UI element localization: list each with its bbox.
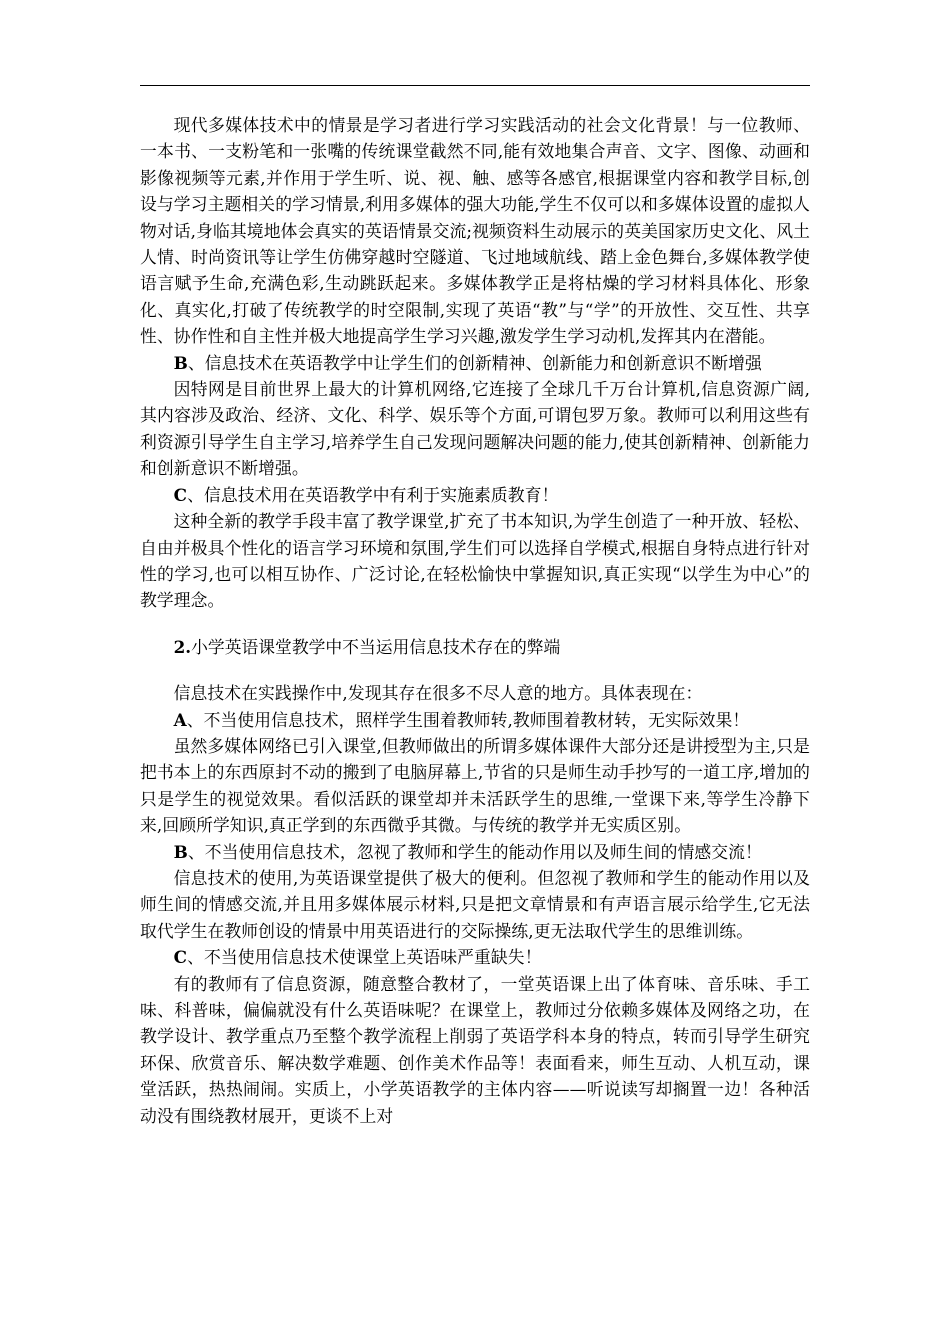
paragraph-courseware: 虽然多媒体网络已引入课堂,但教师做出的所谓多媒体课件大部分还是讲授型为主,只是把书本上的东西原封不动的搬到了电脑屏幕上,节省的只是师生动手抄写的一道工序,增加的只是学生的视觉效果。看似活跃的课堂却并未活跃学生的思维,一堂课下来,等学生冷静下来,回顾所学知识,真正学到的东西微乎其微。与传统的教学并无实质区别。 bbox=[140, 735, 810, 836]
section-2a-letter: A bbox=[173, 709, 187, 730]
paragraph-practice-issues: 信息技术在实践操作中,发现其存在很多不尽人意的地方。具体表现在： bbox=[173, 683, 703, 704]
paragraph-new-teaching: 这种全新的教学手段丰富了教学课堂,扩充了书本知识,为学生创造了一种开放、轻松、自由并极具个性化的语言学习环境和氛围,学生们可以选择自学模式,根据自身特点进行针对性的学习,也可以相互协作、广泛讨论,在轻松愉快中掌握知识,真正实现“以学生为中心”的教学理念。 bbox=[140, 511, 810, 611]
section-c-text: 、信息技术用在英语教学中有利于实施素质教育！ bbox=[187, 484, 559, 505]
section-2-heading bbox=[140, 634, 810, 660]
section-2-text: 小学英语课堂教学中不当运用信息技术存在的弊端 bbox=[191, 636, 561, 657]
section-2b-title bbox=[140, 839, 810, 865]
paragraph-english-flavor: 有的教师有了信息资源，随意整合教材了，一堂英语课上出了体育味、音乐味、手工味、科普味，偏偏就没有什么英语味呢？在课堂上，教师过分依赖多媒体及网络之功，在教学设计、教学重点乃至整个教学流程上削弱了英语学科本身的特点，转而引导学生研究环保、欣赏音乐、解决数学难题、创作美术作品等！表面看来，师生互动、人机互动，课堂活跃，热热闹闹。实质上，小学英语教学的主体内容——听说读写却搁置一边！各种活动没有围绕教材展开，更谈不上对 bbox=[140, 973, 810, 1126]
section-c-title bbox=[140, 482, 810, 508]
section-b-title bbox=[140, 350, 810, 376]
section-2c-letter: C bbox=[173, 947, 188, 968]
section-2b-text: 、不当使用信息技术，忽视了教师和学生的能动作用以及师生间的情感交流！ bbox=[187, 841, 762, 862]
paragraph-multimedia-context: 现代多媒体技术中的情景是学习者进行学习实践活动的社会文化背景！与一位教师、一本书、一支粉笔和一张嘴的传统课堂截然不同,能有效地集合声音、文字、图像、动画和影像视频等元素,并作用于学生听、说、视、触、感等各感官,根据课堂内容和教学目标,创设与学习主题相关的学习情景,利用多媒体的强大功能,学生不仅可以和多媒体设置的虚拟人物对话,身临其境地体会真实的英语情景交流;视频资料生动展示的英美国家历史文化、风土人情、时尚资讯等让学生仿佛穿越时空隧道、飞过地域航线、踏上金色舞台,多媒体教学使语言赋予生命,充满色彩,生动跳跃起来。多媒体教学正是将枯燥的学习材料具体化、形象化、真实化,打破了传统教学的时空限制,实现了英语“教”与“学”的开放性、交互性、共享性、协作性和自主性并极大地提高学生学习兴趣,激发学生学习动机,发挥其内在潜能。 bbox=[140, 115, 810, 347]
paragraph-convenience: 信息技术的使用,为英语课堂提供了极大的便利。但忽视了教师和学生的能动作用以及师生间的情感交流,并且用多媒体展示材料,只是把文章情景和有声语言展示给学生,它无法取代学生在教师创设的情景中用英语进行的交际操练,更无法取代学生的思维训练。 bbox=[140, 867, 810, 941]
section-b-text: 、信息技术在英语教学中让学生们的创新精神、创新能力和创新意识不断增强 bbox=[187, 352, 762, 373]
section-b-letter: B bbox=[173, 352, 188, 373]
section-c-letter: C bbox=[173, 484, 188, 505]
section-2c-text: 、不当使用信息技术使课堂上英语味严重缺失！ bbox=[187, 947, 542, 968]
section-2b-letter: B bbox=[173, 841, 188, 862]
document-body bbox=[140, 112, 810, 1129]
section-2a-text: 、不当使用信息技术，照样学生围着教师转,教师围着教材转，无实际效果！ bbox=[186, 709, 750, 730]
paragraph-internet: 因特网是目前世界上最大的计算机网络,它连接了全球几千万台计算机,信息资源广阔,其内容涉及政治、经济、文化、科学、娱乐等个方面,可谓包罗万象。教师可以利用这些有利资源引导学生自主学习,培养学生自己发现问题解决问题的能力,使其创新精神、创新能力和创新意识不断增强。 bbox=[140, 379, 810, 479]
header-rule bbox=[140, 85, 810, 86]
section-2c-title bbox=[140, 944, 810, 970]
section-2a-title bbox=[140, 707, 810, 733]
section-2-number: 2. bbox=[173, 636, 192, 657]
